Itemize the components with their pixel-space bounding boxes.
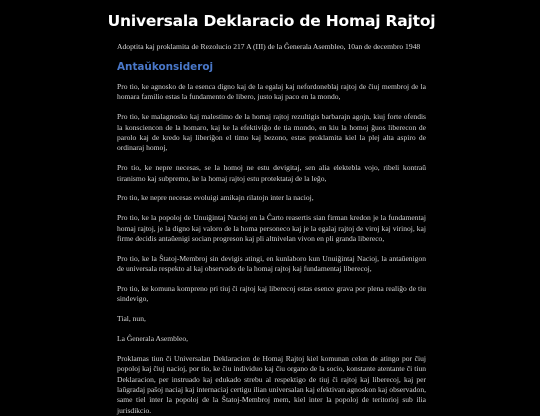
document-body — [117, 82, 426, 416]
paragraph: Pro tio, ke agnosko de la esenca digno kaj de la egalaj kaj nefordoneblaj rajtoj de ĉiuj membroj de la homara familio estas la fundamento de libero, justo kaj paco en la mondo, — [117, 82, 426, 102]
paragraph: Pro tio, ke nepre necesas evoluigi amikajn rilatojn inter la nacioj, — [117, 193, 314, 203]
paragraph: Pro tio, ke komuna komprenо pri tiuj ĉi rajtoj kaj liberecoj estas esence grava por plena realiĝo de tiu sindevigo, — [117, 284, 426, 304]
paragraph: Pro tio, ke la Ŝtatoj-Membroj sin devigis atingi, en kunlaboro kun Unuiĝintaj Nacioj, la antaŭenigon de universala respekto al kaj observado de la homaj rajtoj kaj fundamentaj liberecoj, — [117, 253, 426, 274]
paragraph: Pro tio, ke la popoloj de Unuiĝintaj Nacioj en la Ĉarto reasertis sian firman kredon je la fundamentaj homaj rajtoj, je la digno kaj valoro de la homa personeco kaj je la egalaj rajtoj de viroj kaj virinoj, kaj firme decidis antaŭenigi socian progreson kaj pli altnivelan vivon en pli granda libereco, — [117, 213, 426, 244]
document-title: Universala Deklaracio de Homaj Rajtoj — [107, 12, 436, 30]
paragraph: Pro tio, ke malagnosko kaj malestimo de la homaj rajtoj rezultigis barbarajn agojn, kiuj forte ofendis la konsciencon de la homaro, kaj ke la efektiviĝo de tia mondo, en kiu la homoj ĝuos liberecon de parolo kaj de kredo kaj liberiĝon el timo kaj bezono, estas proklamita kiel la plej alta aspiro de ordinaraj homoj, — [117, 112, 426, 153]
paragraph: Tial, nun, — [117, 314, 146, 324]
section-heading: Antaŭkonsideroj — [117, 61, 214, 73]
paragraph: La Ĝenerala Asembleo, — [117, 334, 189, 344]
document-subtitle: Adoptita kaj proklamita de Rezolucio 217 A (III) de la Ĝenerala Asembleo, 10an de decembro 1948 — [117, 42, 421, 51]
paragraph: Proklamas tiun ĉi Universalan Deklaracion de Homaj Rajtoj kiel komunan celon de atingo por ĉiuj popoloj kaj ĉiuj nacioj, por tio, ke ĉiu individuo kaj ĉiu organo de la socio, konstante atentante ĉi tiun Deklaracion, per instruado kaj edukado strebu al respektigo de tiuj ĉi rajtoj kaj liberecoj, kaj per laŭgradaj paŝoj naciaj kaj internaciaj certigu ilian universalan kaj efektivan agnoskon kaj observadon, same tiel inter la popoloj de la Ŝtatoj-Membroj mem, kiel inter la popoloj de teritorioj sub ilia jurisdikcio. — [117, 353, 426, 415]
paragraph: Pro tio, ke nepre necesas, se la homoj ne estu devigitaj, sen alia elektebla vojo, ribeli kontraŭ tiranismo kaj subpremo, ke la homaj rajtoj estu protektataj de la leĝo, — [117, 163, 426, 183]
